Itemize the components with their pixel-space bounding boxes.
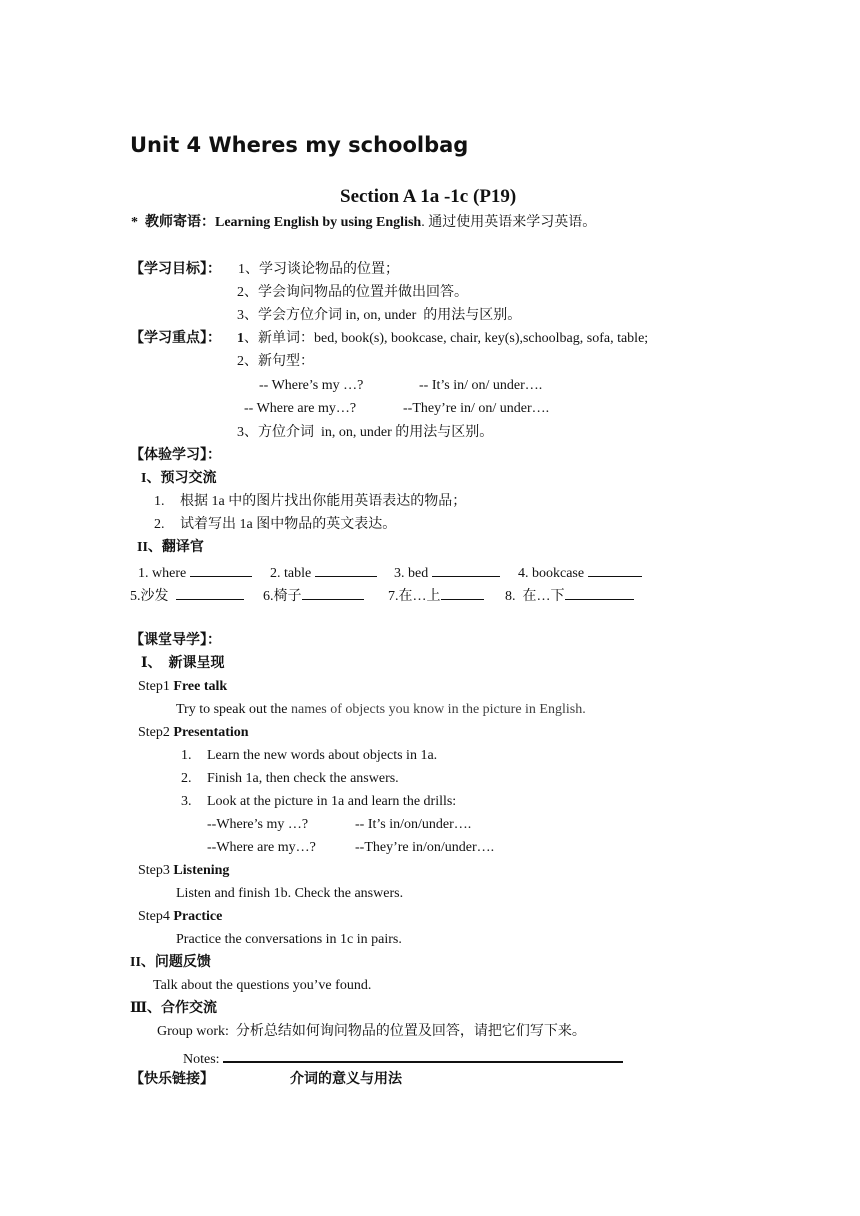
answer-blank[interactable] [176,586,244,600]
drill-answer: --They’re in/ on/ under…. [403,401,550,416]
feedback-heading: II、问题反馈 [130,955,211,970]
happy-link-heading: 【快乐链接】 [130,1072,214,1087]
notes-line [183,1048,623,1069]
step-text: Try to speak out the names of objects you know in the picture in English. [176,702,586,717]
list-item-number: 2. [181,771,192,786]
translate-item: 4. bookcase [518,563,642,583]
new-lesson-heading: Ⅰ、 新课呈现 [141,656,225,671]
answer-blank[interactable] [432,563,500,577]
translate-item: 1. where [138,563,252,583]
translate-item: 6.椅子 [263,586,364,606]
translate-item: 5.沙发 [130,586,244,606]
feedback-text: Talk about the questions you’ve found. [153,978,372,993]
notes-label: Notes: [183,1052,220,1067]
answer-blank[interactable] [565,586,634,600]
step-heading: Step2 Presentation [138,725,249,740]
goal-item: 1、学习谈论物品的位置； [238,262,399,277]
motto-label: 教师寄语： [145,215,215,230]
drill-answer: -- It’s in/ on/ under…. [419,378,543,393]
drill-answer: -- It’s in/on/under…. [355,817,472,832]
step-heading: Step4 Practice [138,909,223,924]
goals-heading: 【学习目标】： [130,262,221,277]
section-heading: Section A 1a -1c (P19) [340,186,517,207]
goal-item: 2、学会询问物品的位置并做出回答。 [237,285,468,300]
answer-blank[interactable] [190,563,252,577]
list-item: Look at the picture in 1a and learn the drills: [207,794,457,809]
focus-item-3: 3、方位介词 in, on, under 的用法与区别。 [237,425,494,440]
experience-heading: 【体验学习】： [130,448,221,463]
answer-blank[interactable] [588,563,642,577]
drill-question: -- Where are my…? [244,401,357,416]
translate-item: 3. bed [394,563,500,583]
focus-item-1: 1、新单词：bed, book(s), bookcase, chair, key(s),schoolbag, sofa, table; [237,331,649,346]
answer-blank[interactable] [441,586,484,600]
cooperation-heading: Ⅲ、合作交流 [130,1001,218,1016]
list-item-number: 2. [154,517,165,532]
group-work-text: Group work: 分析总结如何询问物品的位置及回答，请把它们写下来。 [157,1024,586,1039]
notes-blank[interactable] [223,1048,623,1063]
classroom-heading: 【课堂导学】： [130,633,221,648]
drill-question: --Where’s my …? [207,817,309,832]
drill-question: --Where are my…? [207,840,316,855]
motto-english: Learning English by using English [215,215,422,230]
step-heading: Step1 Free talk [138,679,228,694]
drill-question: -- Where’s my …? [259,378,364,393]
answer-blank[interactable] [315,563,377,577]
motto-star: * [131,215,138,230]
answer-blank[interactable] [302,586,364,600]
list-item: 试着写出 1a 图中物品的英文表达。 [180,517,397,532]
list-item: 根据 1a 中的图片找出你能用英语表达的物品； [180,494,467,509]
happy-link-subtitle: 介词的意义与用法 [290,1072,402,1087]
focus-item-2: 2、新句型： [237,354,314,369]
list-item-number: 1. [181,748,192,763]
motto-chinese: . 通过使用英语来学习英语。 [421,215,597,230]
step-heading: Step3 Listening [138,863,230,878]
translate-item: 8. 在…下 [505,586,634,606]
goal-item: 3、学会方位介词 in, on, under 的用法与区别。 [237,308,522,323]
list-item: Learn the new words about objects in 1a. [207,748,438,763]
list-item: Finish 1a, then check the answers. [207,771,399,786]
drill-answer: --They’re in/on/under…. [355,840,495,855]
step-text: Listen and finish 1b. Check the answers. [176,886,404,901]
preview-heading: I、预习交流 [141,471,217,486]
step-text: Practice the conversations in 1c in pairs. [176,932,402,947]
teacher-motto [131,214,596,232]
page-title: Unit 4 Wheres my schoolbag [130,133,469,157]
translate-item: 2. table [270,563,377,583]
translator-heading: II、翻译官 [137,540,204,555]
list-item-number: 1. [154,494,165,509]
focus-heading: 【学习重点】： [130,331,221,346]
translate-item: 7.在…上 [388,586,484,606]
list-item-number: 3. [181,794,192,809]
